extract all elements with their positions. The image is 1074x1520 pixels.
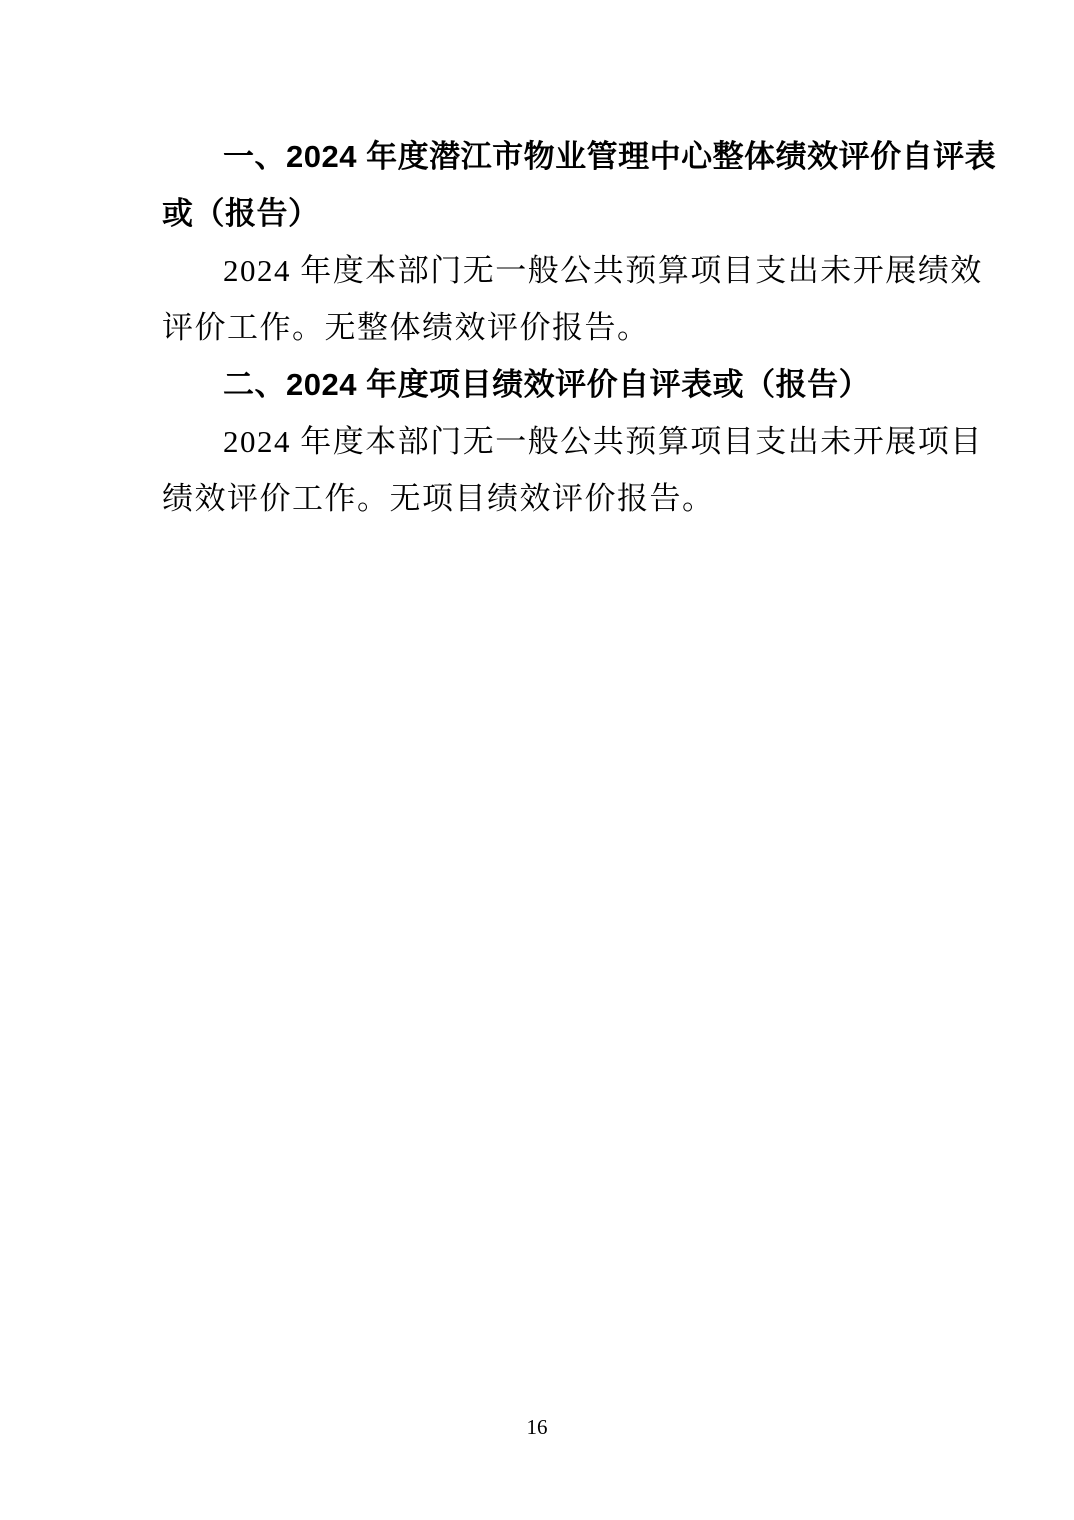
document-content (0, 0, 1074, 527)
section-1-heading-line-2: 或（报告） (162, 196, 320, 231)
page-footer (0, 1415, 1074, 1440)
section-1-paragraph-line-2: 评价工作。无整体绩效评价报告。 (162, 310, 650, 345)
section-1-heading-line-1: 一、2024 年度潜江市物业管理中心整体绩效评价自评表 (223, 139, 997, 174)
section-2-paragraph-line-2: 绩效评价工作。无项目绩效评价报告。 (162, 481, 715, 516)
section-2-paragraph-line-1: 2024 年度本部门无一般公共预算项目支出未开展项目 (223, 424, 983, 459)
page-number: 16 (526, 1415, 548, 1439)
section-1-paragraph-line-1: 2024 年度本部门无一般公共预算项目支出未开展绩效 (223, 253, 983, 288)
section-2-heading-line-1: 二、2024 年度项目绩效评价自评表或（报告） (223, 367, 871, 402)
